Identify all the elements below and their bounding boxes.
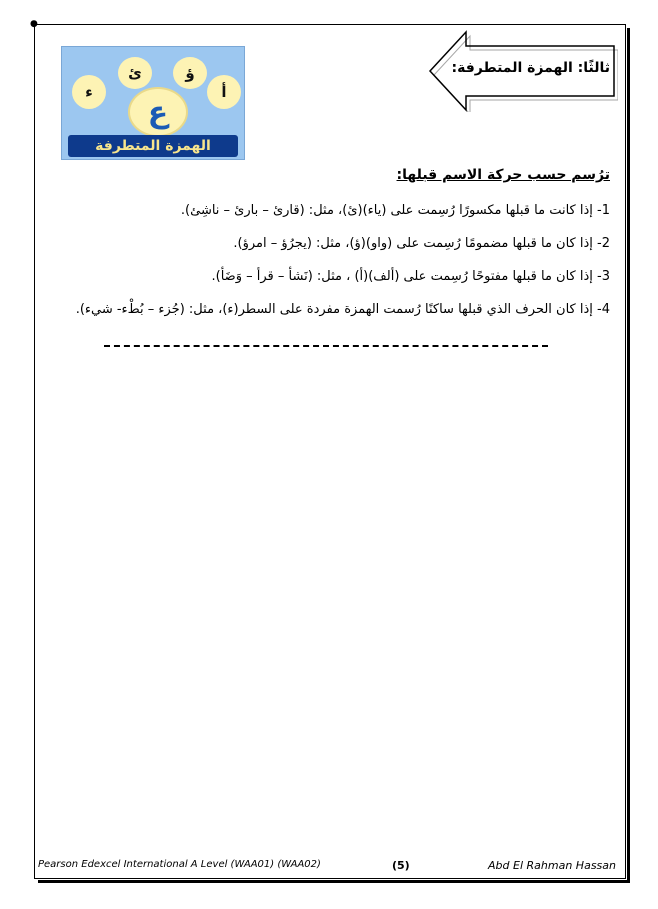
letter-bubble: ؤ [173, 57, 207, 89]
section-title: ثالثًا: الهمزة المتطرفة: [451, 60, 610, 76]
footer-course: Pearson Edexcel International A Level (WAA01) (WAA02) [38, 859, 321, 870]
dashed-separator [104, 345, 548, 347]
rule-item: 1- إذا كانت ما قبلها مكسورًا رُسِمت على (ياء)(ئ)، مثل: (قارئ – بارئ – ناشِئ). [180, 203, 610, 218]
letter-bubble: ء [72, 75, 106, 109]
page-number: (5) [392, 859, 410, 872]
rule-item: 2- إذا كان ما قبلها مضمومًا رُسِمت على (واو)(ؤ)، مثل: (يجرُؤ – امرؤ). [233, 236, 610, 251]
rule-item: 4- إذا كان الحرف الذي قبلها ساكنًا رُسمت الهمزة مفردة على السطر(ء)، مثل: (جُزء – بُطْء- شيء). [75, 302, 610, 317]
rules-heading: ترُسم حسب حركة الاسم قبلها: [396, 167, 610, 183]
letter-bubble: أ [207, 75, 241, 109]
rule-item: 3- إذا كان ما قبلها مفتوحًا رُسِمت على (ألف)(أ) ، مثل: (نَشأ – قرأ – وَضَأ). [211, 269, 610, 284]
letter-bubble: ئ [118, 57, 152, 89]
badge-caption: الهمزة المتطرفة [68, 135, 238, 157]
main-letter-bubble: ع [128, 87, 188, 137]
hamza-badge [61, 46, 245, 160]
corner-marker-icon: ● [30, 19, 38, 29]
footer-author: Abd El Rahman Hassan [488, 859, 616, 872]
